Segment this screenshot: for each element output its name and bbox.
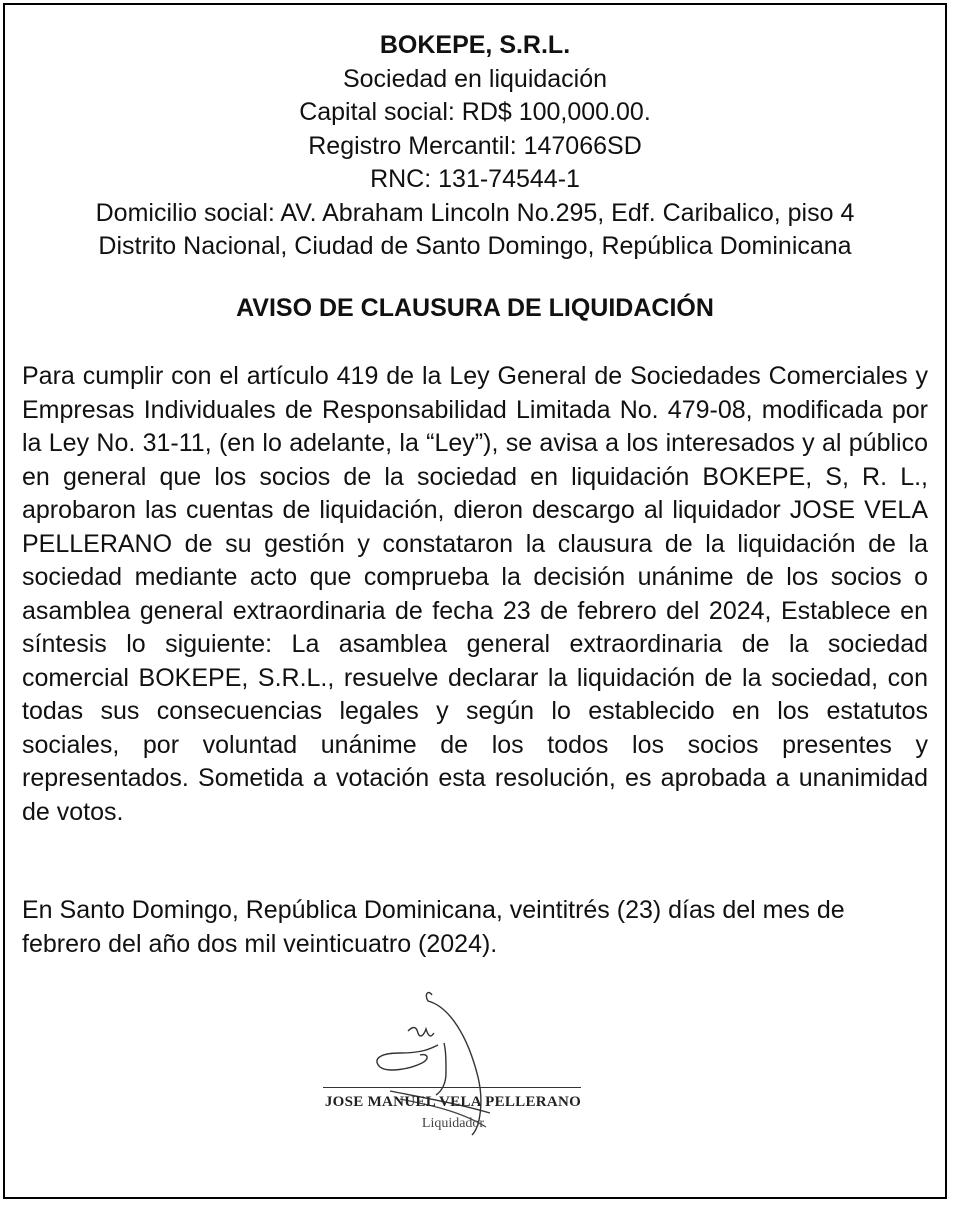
notice-body: Para cumplir con el artículo 419 de la Ley General de Sociedades Comerciales y Empresas Individuales de Responsabilidad Limitada No. 479-08, modificada por la Ley No. 31-11, (en lo adelante, la “Ley”), se avisa a los interesados y al público en general que los socios de la sociedad en liquidación BOKEPE, S, R. L., aprobaron las cuentas de liquidación, dieron descargo al liquidador JOSE VELA PELLERANO de su gestión y constataron la clausura de la liquidación de la sociedad mediante acto que comprueba la decisión unánime de los socios o asamblea general extraordinaria de fecha 23 de febrero del 2024, Establece en síntesis lo siguiente: La asamblea general extraordinaria de la sociedad comercial BOKEPE, S.R.L., resuelve declarar la liquidación de la sociedad, con todas sus consecuencias legales y según lo establecido en los estatutos sociales, por voluntad unánime de los todos los socios presentes y representados. Sometida a votación esta resolución, es aprobada a unanimidad de votos. — [22, 362, 928, 826]
company-capital: Capital social: RD$ 100,000.00. — [299, 98, 651, 126]
company-address: Domicilio social: AV. Abraham Lincoln No.295, Edf. Caribalico, piso 4 — [95, 198, 855, 227]
company-registry: Registro Mercantil: 147066SD — [308, 131, 642, 160]
closing-date-paragraph: En Santo Domingo, República Dominicana, veintitrés (23) días del mes de febrero del año dos mil veinticuatro (2024). — [22, 896, 845, 958]
company-status: Sociedad en liquidación — [342, 64, 608, 93]
company-name: BOKEPE, S.R.L. — [379, 31, 571, 59]
notice-frame — [3, 3, 947, 1199]
notice-title: AVISO DE CLAUSURA DE LIQUIDACIÓN — [236, 294, 714, 322]
company-header — [5, 29, 945, 264]
signer-role: Liquidador — [421, 1116, 485, 1131]
signer-name: JOSE MANUEL VELA PELLERANO — [324, 1094, 582, 1110]
handwritten-signature — [360, 987, 510, 1137]
company-rnc: RNC: 131-74544-1 — [370, 165, 580, 193]
signature-line — [323, 1087, 581, 1088]
company-district: Distrito Nacional, Ciudad de Santo Domingo, República Dominicana — [98, 232, 852, 260]
